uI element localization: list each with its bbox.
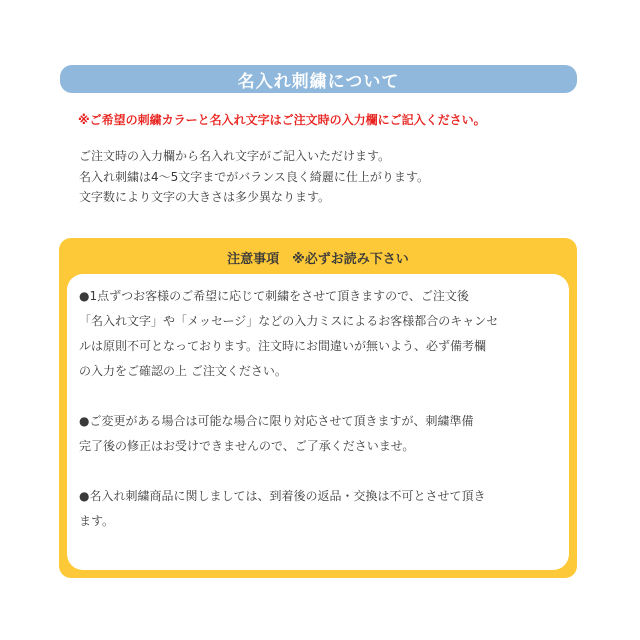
caution-paragraph-returns [79, 484, 559, 534]
caution-line: ます。 [79, 514, 115, 528]
caution-line: ルは原則不可となっております。注文時にお間違いが無いよう、必ず備考欄 [79, 339, 487, 353]
caution-title: 注意事項 ※必ずお読み下さい [227, 251, 409, 267]
description-line: 文字数により文字の大きさは多少異なります。 [79, 190, 331, 204]
caution-box [59, 238, 577, 578]
description-block [79, 146, 579, 208]
caution-line: の入力をご確認の上 ご注文ください。 [79, 364, 287, 378]
embroidery-notice: ※ご希望の刺繍カラーと名入れ文字はご注文時の入力欄にご記入ください。 [78, 113, 486, 127]
description-line: 名入れ刺繍は4～5文字までがバランス良く綺麗に仕上がります。 [79, 169, 429, 184]
caution-header [59, 238, 577, 276]
caution-line: 「名入れ文字」や「メッセージ」などの入力ミスによるお客様都合のキャンセ [79, 314, 499, 328]
section-title-bar [60, 65, 577, 93]
description-line: ご注文時の入力欄から名入れ文字がご記入いただけます。 [79, 149, 391, 163]
caution-line: ●ご変更がある場合は可能な場合に限り対応させて頂きますが、刺繍準備 [79, 414, 474, 428]
section-title: 名入れ刺繍について [237, 71, 400, 92]
caution-paragraph-changes [79, 409, 559, 459]
caution-content [67, 274, 569, 570]
caution-paragraph-cancellation [79, 284, 559, 384]
caution-line: 完了後の修正はお受けできませんので、ご了承くださいませ。 [79, 439, 415, 453]
caution-line: ●1点ずつお客様のご希望に応じて刺繍をさせて頂きますので、ご注文後 [79, 289, 469, 303]
caution-line: ●名入れ刺繍商品に関しましては、到着後の返品・交換は不可とさせて頂き [79, 489, 486, 503]
